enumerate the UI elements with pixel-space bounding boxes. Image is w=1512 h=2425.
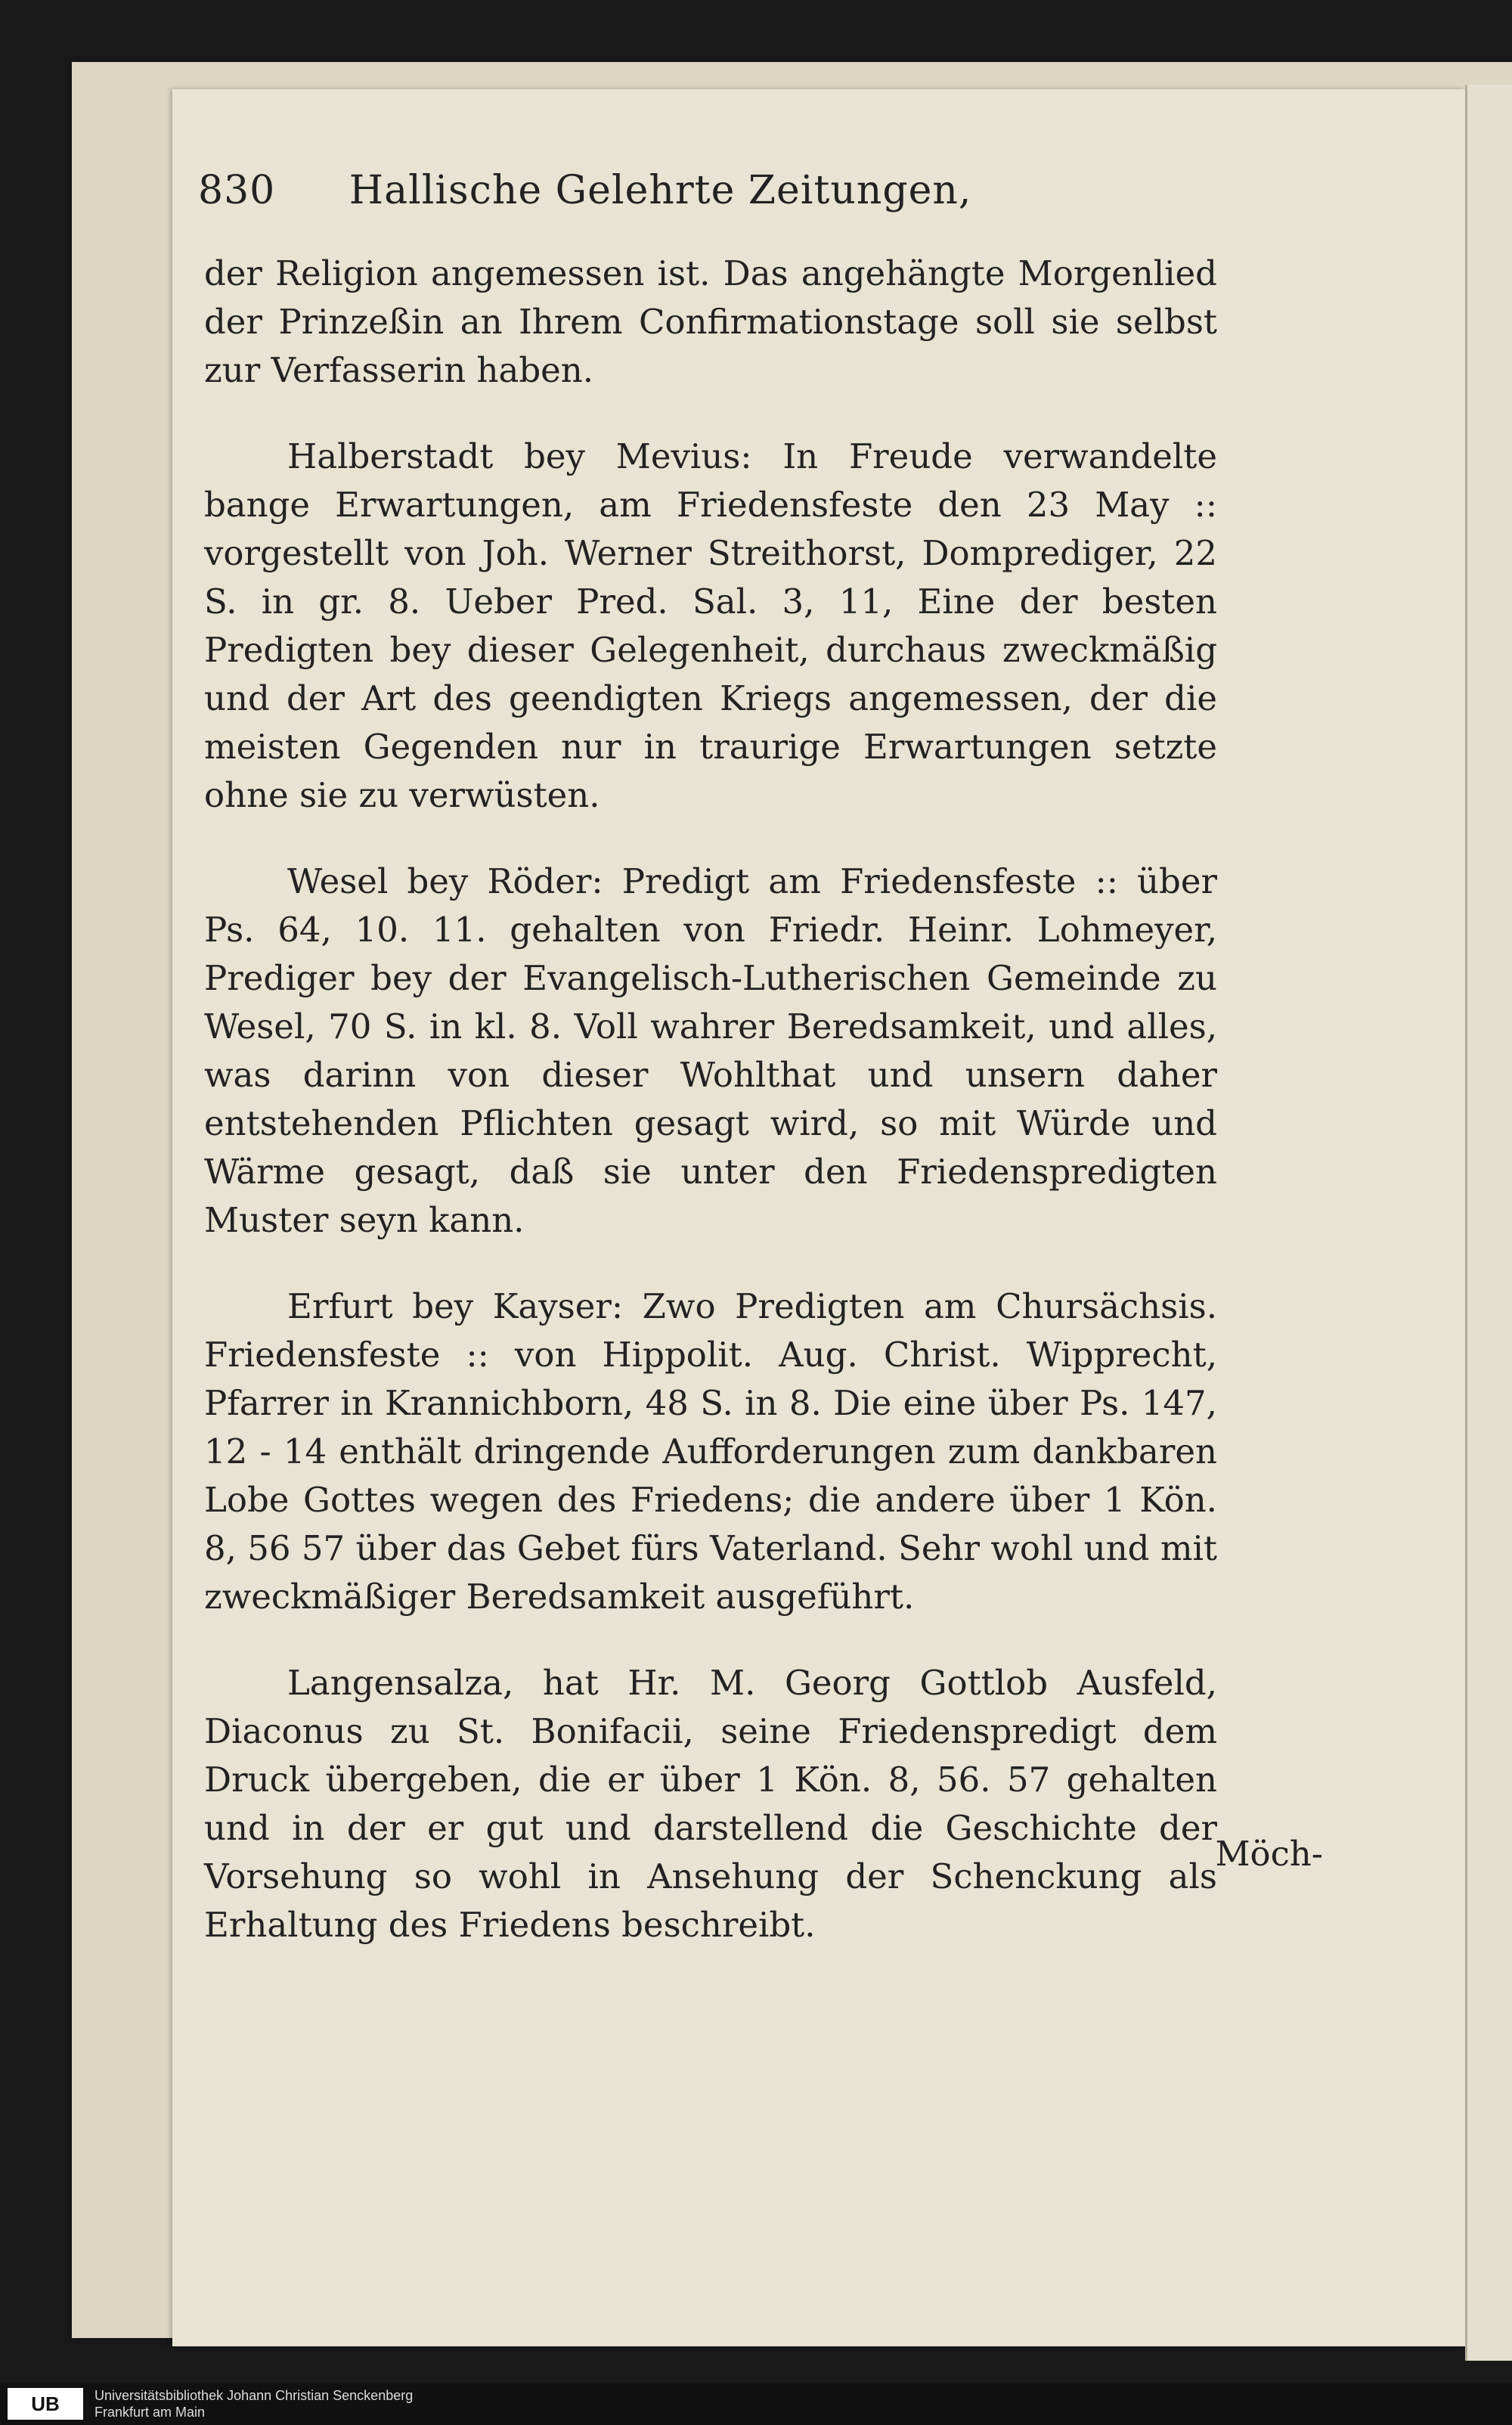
- adjacent-page-edge: [1465, 85, 1512, 2361]
- paragraph-erfurt: Erfurt bey Kayser: Zwo Predigten am Chursächsis. Friedensfeste :: von Hippolit. Aug. Christ. Wipprecht, Pfarrer in Krannichborn, 48 S. in 8. Die eine über Ps. 147, 12 - 14 enthält dringende Aufforderungen zum dankbaren Lobe Gottes wegen des Friedens; die andere über 1 Kön. 8, 56 57 über das Gebet fürs Vaterland. Sehr wohl und mit zweckmäßiger Beredsamkeit ausgeführt.: [204, 1286, 1217, 1617]
- page-number: 830: [198, 168, 276, 213]
- paragraph-wesel: Wesel bey Röder: Predigt am Friedensfeste :: über Ps. 64, 10. 11. gehalten von Friedr. Heinr. Lohmeyer, Prediger bey der Evangelisch-Lutherischen Gemeinde zu Wesel, 70 S. in kl. 8. Voll wahrer Beredsamkeit, und alles, was darinn von dieser Wohlthat und unsern daher entstehenden Pflichten gesagt wird, so mit Würde und Wärme gesagt, daß sie unter den Friedenspredigten Muster seyn kann.: [204, 861, 1217, 1240]
- catchword: Möch-: [1215, 1834, 1323, 1874]
- library-logo: UB: [8, 2388, 83, 2420]
- running-title: Hallische Gelehrte Zeitungen,: [349, 168, 972, 213]
- running-header: [198, 168, 1067, 213]
- paragraph-continuation: der Religion angemessen ist. Das angehängte Morgenlied der Prinzeßin an Ihrem Confirmationstage soll sie selbst zur Verfasserin haben.: [204, 253, 1217, 390]
- footer-location: Frankfurt am Main: [94, 2405, 206, 2420]
- paragraph-langensalza: Langensalza, hat Hr. M. Georg Gottlob Ausfeld, Diaconus zu St. Bonifacii, seine Friedenspredigt dem Druck übergeben, die er über 1 Kön. 8, 56. 57 gehalten und in der er gut und darstellend die Geschichte der Vorsehung so wohl in Ansehung der Schenckung als Erhaltung des Friedens beschreibt.: [204, 1663, 1217, 1945]
- paragraph-halberstadt: Halberstadt bey Mevius: In Freude verwandelte bange Erwartungen, am Friedensfeste den 23 May :: vorgestellt von Joh. Werner Streithorst, Domprediger, 22 S. in gr. 8. Ueber Pred. Sal. 3, 11, Eine der besten Predigten bey dieser Gelegenheit, durchaus zweckmäßig und der Art des geendigten Kriegs angemessen, der die meisten Gegenden nur in traurige Erwartungen setzte ohne sie zu verwüsten.: [204, 436, 1217, 815]
- body-text: [204, 250, 1217, 1987]
- footer-bar: [0, 2383, 1512, 2425]
- footer-institution: Universitätsbibliothek Johann Christian Senckenberg: [94, 2388, 414, 2403]
